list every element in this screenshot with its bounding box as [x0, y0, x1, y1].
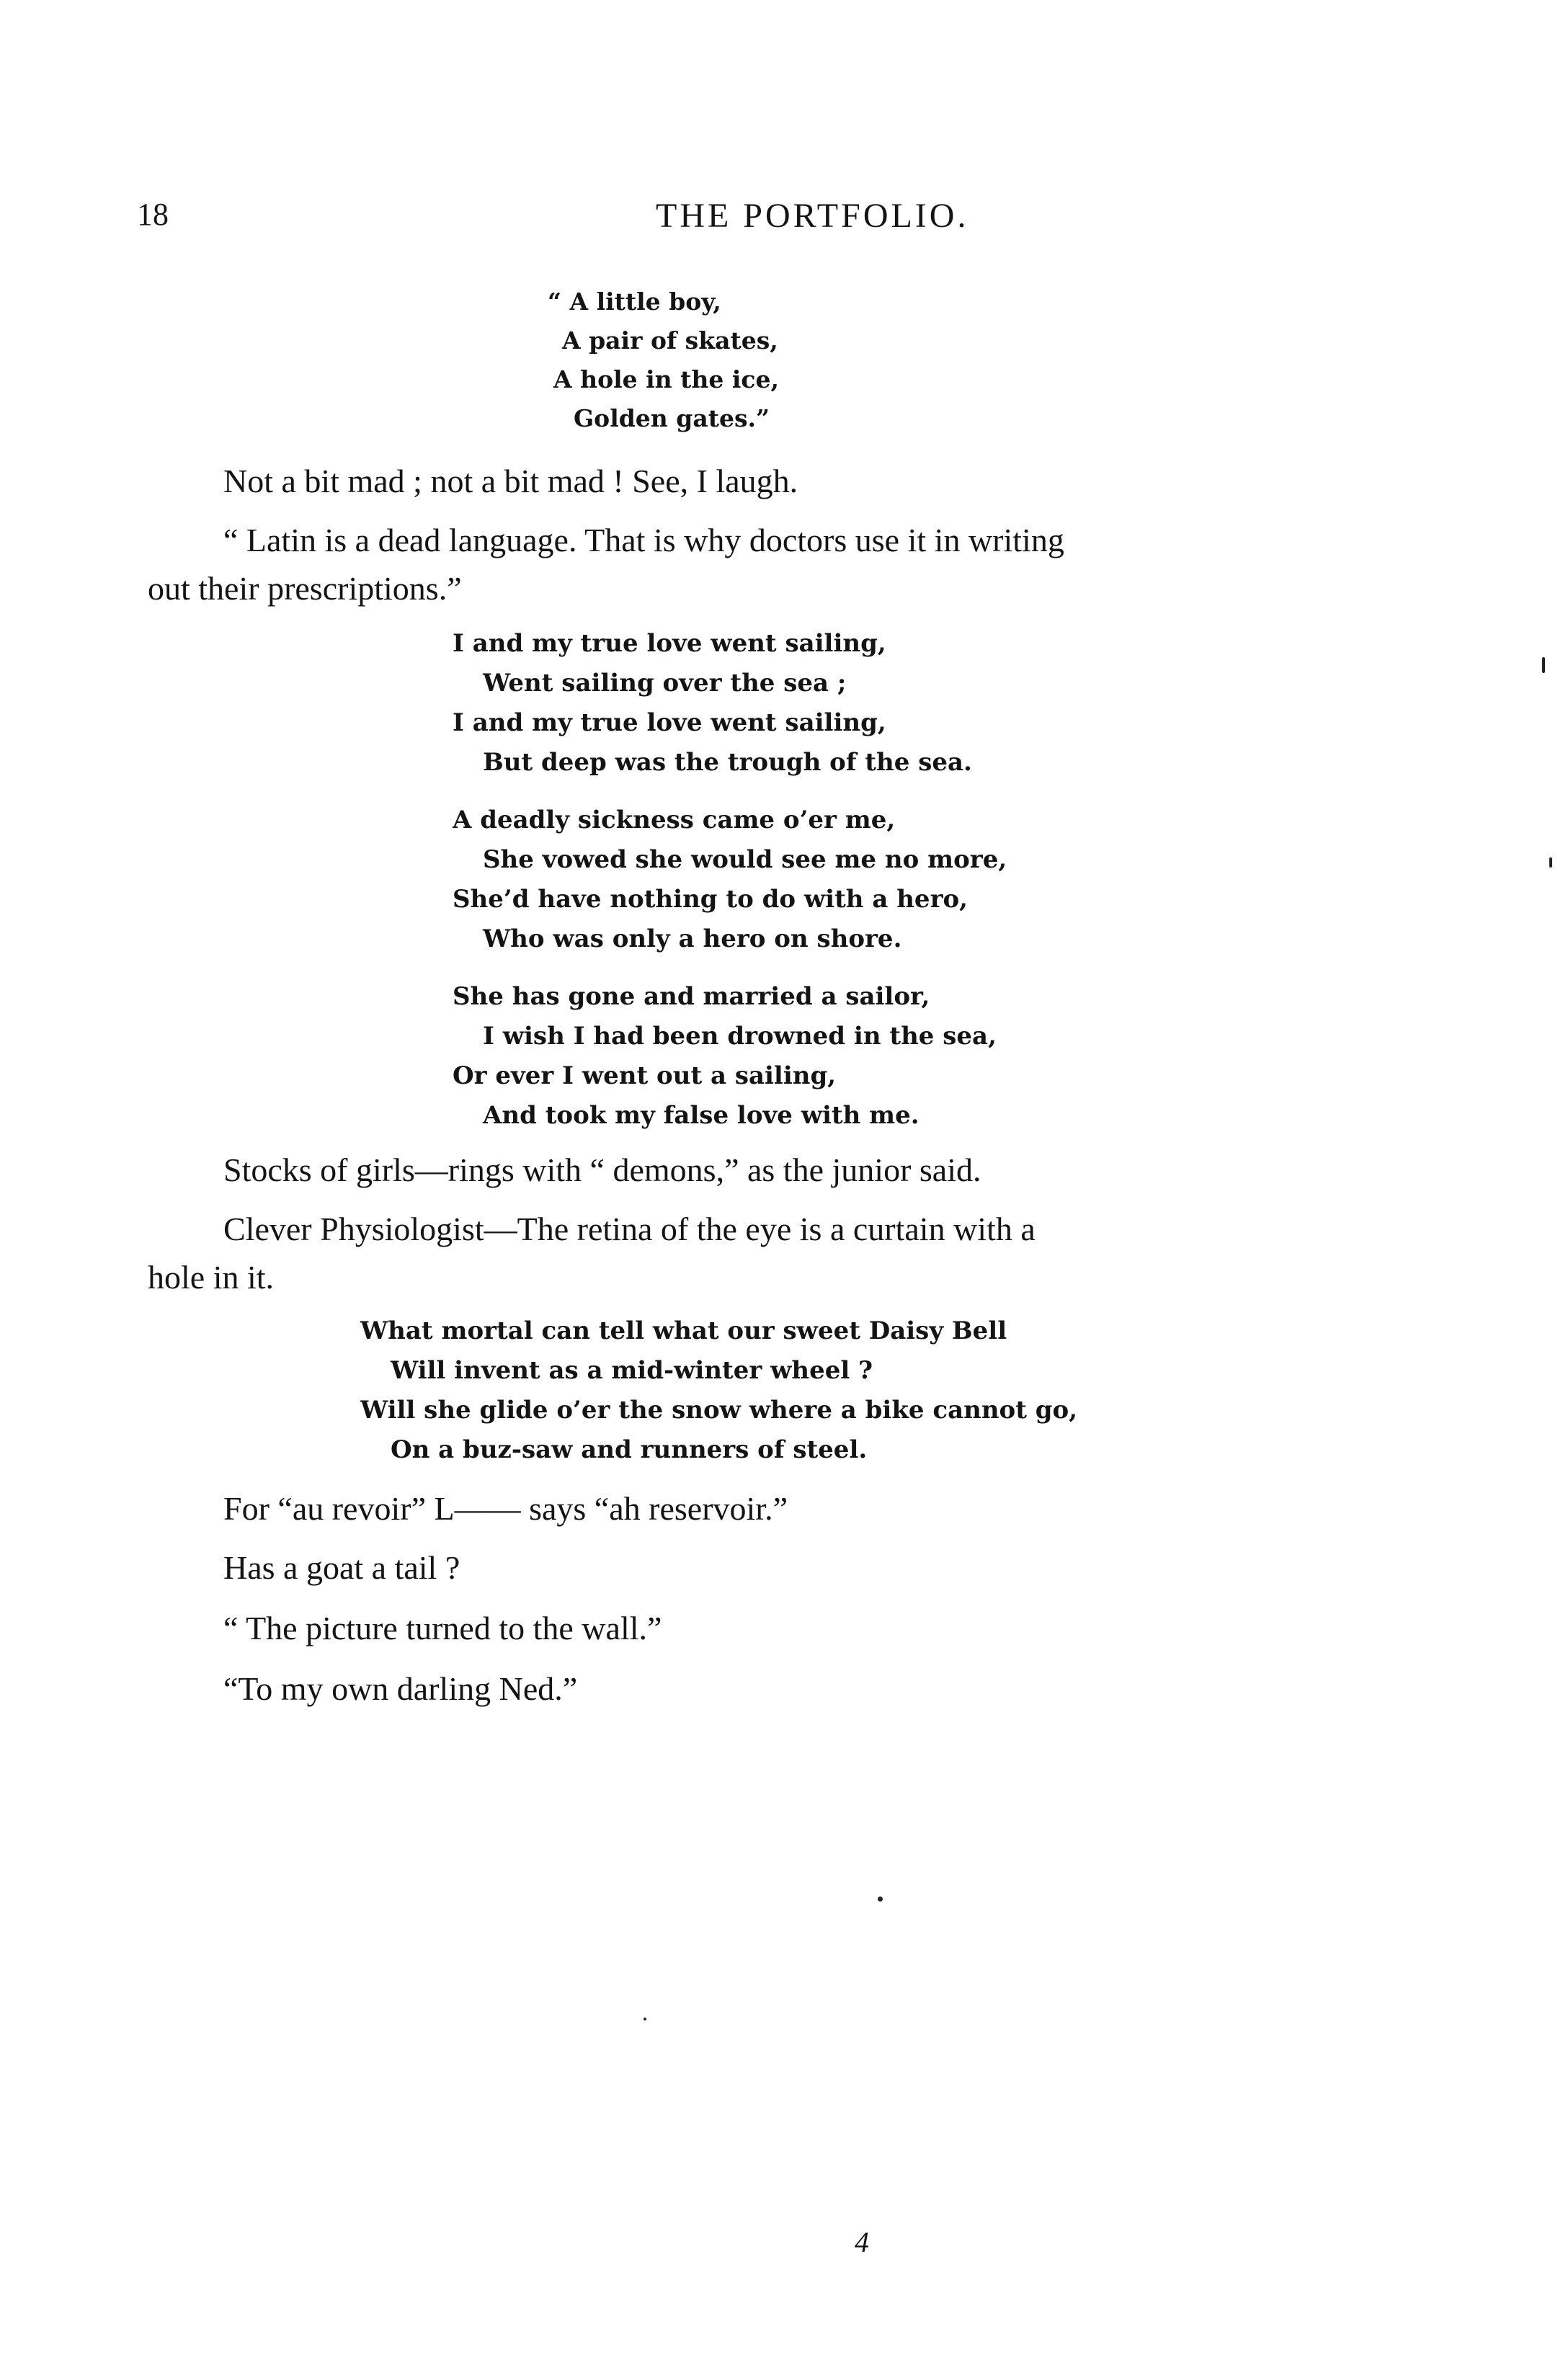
word: writing: [968, 522, 1064, 558]
verse-line: Or ever I went out a sailing,: [453, 1061, 837, 1090]
signature-mark: 4: [855, 2226, 869, 2258]
stanza: [453, 624, 1007, 783]
verse-line: But deep was the trough of the sea.: [483, 748, 972, 777]
paragraph-au-revoir: For “au revoir” L—— says “ah reservoir.”: [223, 1490, 788, 1527]
word: why: [684, 522, 742, 558]
verse-line: “ A little boy,: [548, 288, 721, 316]
paragraph-picture: “ The picture turned to the wall.”: [223, 1610, 662, 1646]
verse-line: She’d have nothing to do with a hero,: [453, 885, 968, 914]
verse-sailing: [453, 624, 1007, 1154]
paragraph-line: out their prescriptions.”: [148, 570, 462, 607]
word: That: [584, 522, 646, 558]
paragraph-line: hole in it.: [148, 1259, 275, 1296]
verse-little-boy: [548, 282, 779, 438]
word: is: [799, 1211, 822, 1247]
paragraph-darling-ned: “To my own darling Ned.”: [223, 1670, 578, 1707]
verse-line: Golden gates.”: [574, 404, 770, 432]
verse-line: On a buz-saw and runners of steel.: [391, 1435, 868, 1464]
page-header: [137, 196, 1290, 246]
word: is: [653, 522, 676, 558]
word: a: [829, 1211, 845, 1247]
stanza: [453, 977, 1007, 1136]
verse-line: What mortal can tell what our sweet Daisy Bell: [360, 1316, 1007, 1345]
verse-line: I and my true love went sailing,: [453, 708, 886, 737]
word: a: [1020, 1211, 1036, 1247]
margin-mark: [1542, 657, 1545, 673]
page-number: 18: [137, 197, 169, 232]
margin-mark: [1549, 857, 1552, 868]
verse-line: Will invent as a mid-winter wheel ?: [391, 1356, 873, 1385]
verse-line: A hole in the ice,: [553, 365, 779, 393]
paragraph-latin: [148, 516, 1286, 612]
word: the: [696, 1211, 737, 1247]
verse-line: She vowed she would see me no more,: [483, 845, 1007, 874]
verse-line: I wish I had been drowned in the sea,: [483, 1022, 997, 1051]
paragraph-line: [148, 516, 1286, 564]
word: retina: [576, 1211, 653, 1247]
verse-line: I and my true love went sailing,: [453, 629, 886, 658]
word: use: [855, 522, 900, 558]
word: with: [953, 1211, 1012, 1247]
word: in: [934, 522, 961, 558]
verse-line: She has gone and married a sailor,: [453, 982, 930, 1011]
stanza: [453, 801, 1007, 959]
word: “ Latin is a dead language.: [223, 522, 577, 558]
paragraph-goat: Has a goat a tail ?: [223, 1549, 460, 1586]
verse-line: And took my false love with me.: [483, 1101, 919, 1130]
verse-daisy-bell: [360, 1311, 1077, 1470]
verse-line: Who was only a hero on shore.: [483, 924, 902, 953]
running-title: THE PORTFOLIO.: [656, 197, 969, 235]
word: eye: [745, 1211, 792, 1247]
verse-line: Went sailing over the sea ;: [483, 669, 847, 697]
paragraph-line: [148, 1205, 1286, 1253]
word: doctors: [749, 522, 847, 558]
verse-line: A deadly sickness came o’er me,: [453, 806, 896, 834]
paragraph-not-a-bit-mad: Not a bit mad ; not a bit mad ! See, I laugh.: [223, 463, 798, 499]
paragraph-physiologist: [148, 1205, 1286, 1301]
word: of: [660, 1211, 689, 1247]
word: Physiologist—The: [320, 1211, 569, 1247]
verse-line: A pair of skates,: [562, 326, 778, 355]
word: Clever: [223, 1211, 312, 1247]
ink-speck: [644, 2018, 646, 2020]
word: it: [907, 522, 927, 558]
paragraph-stocks-of-girls: Stocks of girls—rings with “ demons,” as the junior said.: [223, 1151, 981, 1188]
verse-line: Will she glide o’er the snow where a bike cannot go,: [360, 1396, 1078, 1425]
ink-speck: [878, 1897, 883, 1902]
word: curtain: [852, 1211, 945, 1247]
